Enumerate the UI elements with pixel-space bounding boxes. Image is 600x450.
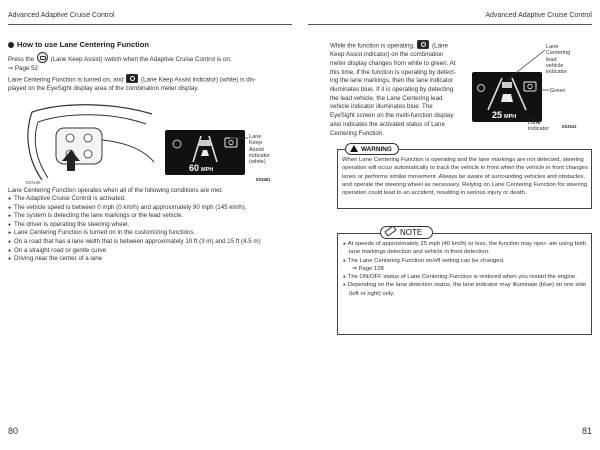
list-item: ● Driving near the center of a lane xyxy=(8,255,296,264)
note-label: NOTE xyxy=(380,226,433,239)
list-item: ● The driver is operating the steering wheel. xyxy=(8,221,296,230)
list-item: ● At speeds of approximately 25 mph (40 km/h) or less, the function may oper- ate using both lane markings detection and vehicle in front detection. xyxy=(342,240,588,257)
callout-leader xyxy=(230,134,248,144)
list-item: ● On a straight road or gentle curve xyxy=(8,247,296,256)
press-arrow-icon xyxy=(62,150,80,161)
steering-wheel-illustration xyxy=(22,100,162,185)
intro-paragraph: Press the (Lane Keep Assist) switch when the Adaptive Cruise Control is on. ⇒ Page 52 Lane Centering Function is turned on, and (Lane Keep Assist indicator) (white) is dis- played on the EyeSight display area of the combination meter display. xyxy=(8,52,298,94)
list-item: ● Depending on the lane detection status, the lane indicator may illuminate (blue) on one side (left or right) only. xyxy=(342,281,588,298)
lane-keep-assist-indicator-icon xyxy=(126,74,138,83)
lead-vehicle-indicator-callout: Lane Centering lead vehicle indicator xyxy=(546,44,571,76)
lane-keep-assist-switch-icon xyxy=(37,52,48,63)
list-item: ● On a road that has a lane width that is between approximately 10 ft (3 m) and 15 ft (4.5 m) xyxy=(8,238,296,247)
list-item: ● The vehicle speed is between 0 mph (0 km/h) and approximately 90 mph (145 km/h). xyxy=(8,204,296,213)
right-page-header: Advanced Adaptive Cruise Control xyxy=(485,12,592,19)
display-speed-readout: 60 MPH xyxy=(189,163,214,173)
list-item: ● The Lane Centering Function on/off setting can be changed. xyxy=(342,257,588,265)
callout-leaders xyxy=(505,48,550,128)
section-bullet-icon xyxy=(8,42,14,48)
list-item: ⇒ Page 128 xyxy=(352,265,384,272)
right-intro-paragraph: While the function is operating, (Lane Keep Assist indicator) on the combination meter display changes from white to green. At this time, if the function is operating by detect- ing the lane markings, then the lane indicator illuminates blue. If it is operating by detecting the lead vehicle, the Lane Centering lead vehicle indicator illuminates blue. The EyeSight screen on the multi-function display also indicates the activated status of Lane Centering Function. xyxy=(330,40,462,138)
warning-triangle-icon xyxy=(350,145,358,152)
list-item: ● The system is detecting the lane markings or the lead vehicle. xyxy=(8,212,296,221)
notes-list xyxy=(342,240,588,298)
illustration-code: E03198 xyxy=(26,180,41,185)
list-item: ● The Adaptive Cruise Control is activated. xyxy=(8,195,296,204)
left-page-number: 80 xyxy=(8,426,19,436)
lane-keep-assist-callout: Lane Keep Assist indicator (white) xyxy=(249,134,271,166)
lane-indicator-callout: Lane indicator xyxy=(528,120,550,133)
left-page-header: Advanced Adaptive Cruise Control xyxy=(8,12,115,19)
right-header-rule xyxy=(308,24,592,25)
conditions-list xyxy=(8,195,296,264)
lane-keep-assist-indicator-icon xyxy=(417,40,429,49)
green-callout: Green xyxy=(550,88,566,94)
figure-code-left: E03681 xyxy=(256,177,271,182)
list-item: ● The ON/OFF status of Lane Centering Function is restored when you restart the engine. xyxy=(342,273,588,281)
page-reference: ⇒ Page 52 xyxy=(8,64,38,72)
conditions-intro: Lane Centering Function operates when all of the following conditions are met. xyxy=(8,187,223,194)
display-speed-readout: 25 MPH xyxy=(492,110,517,120)
warning-text: When Lane Centering Function is operating and the lane markings are not detected, steering operation will occur automatically to track the vehicle in front when the vehicle in front changes lanes or performs similar movement. Always be aware of surrounding vehicles and obstacles, and operate the steering wheel as necessary. Relying on Lane Centering Function for steering operation could lead to an accident, resulting in serious injury or death. xyxy=(342,157,588,197)
figure-code-right: E03643 xyxy=(562,124,577,129)
list-item: ● Lane Centering Function is turned on in the customizing functions. xyxy=(8,229,296,238)
press-arrow-stem xyxy=(67,161,75,171)
warning-label: WARNING xyxy=(345,143,399,155)
right-page-number: 81 xyxy=(581,426,592,436)
pencil-icon xyxy=(384,225,396,236)
left-header-rule xyxy=(8,24,292,25)
section-title: How to use Lane Centering Function xyxy=(8,40,149,49)
